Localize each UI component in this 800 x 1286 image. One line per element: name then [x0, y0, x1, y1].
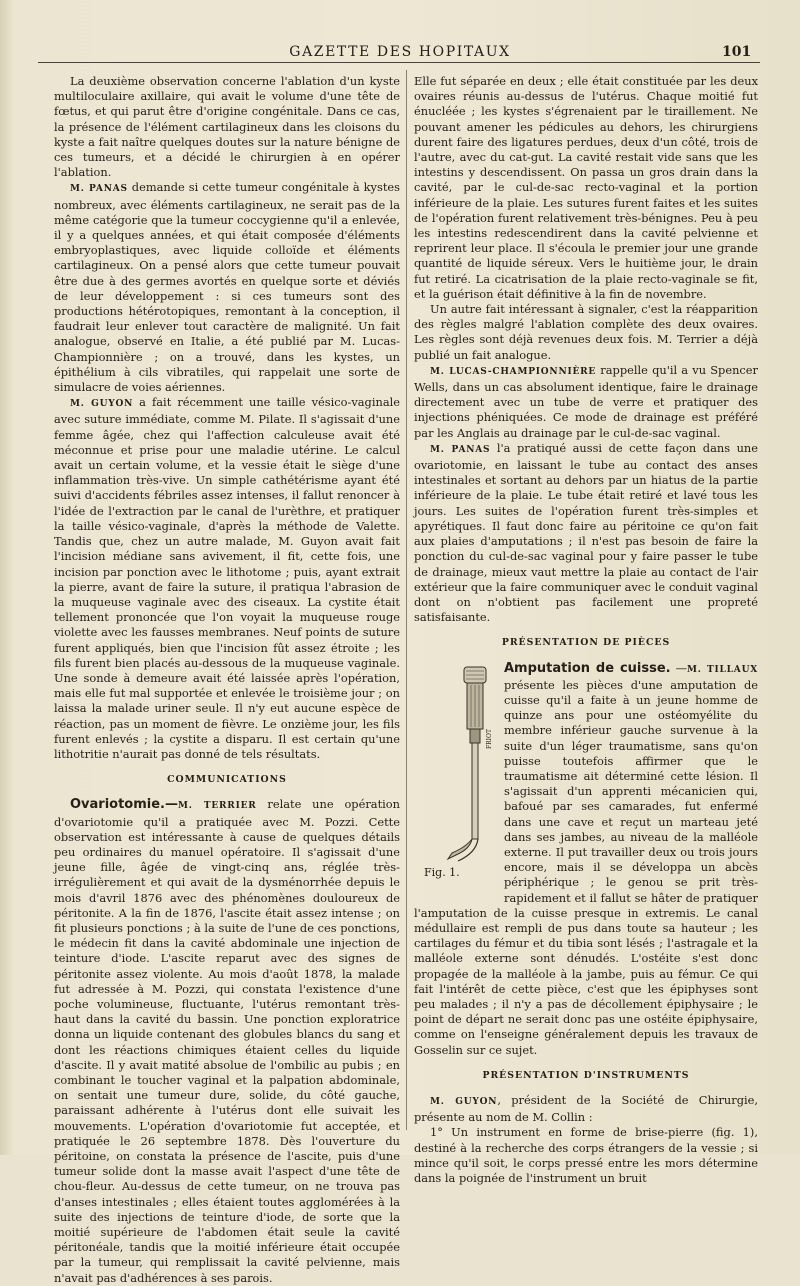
- speaker-name: M. GUYON: [70, 399, 134, 410]
- engraver-signature: FRIOT: [486, 728, 493, 749]
- speaker-name: M. GUYON: [430, 1097, 498, 1107]
- running-title: GAZETTE DES HOPITAUX: [289, 44, 511, 60]
- paragraph: Un autre fait intéressant à signaler, c'est la réapparition des règles malgré l'ablation complète des deux ovaires. Les règles sont déjà revenues deux fois. M. Terrier a déjà publié un fait analogue.: [414, 302, 758, 362]
- paragraph: M. LUCAS-CHAMPIONNIÈRE rappelle qu'il a vu Spencer Wells, dans un cas absolument identique, faire le drainage directement avec un tube de verre et pratiquer des injections phéniquées. Ce mode de drainage est préféré par les Anglais au drainage par le cul-de-sac vaginal.: [414, 362, 758, 440]
- section-heading: PRÉSENTATION DE PIÈCES: [501, 637, 671, 649]
- paragraph: M. PANAS l'a pratiqué aussi de cette façon dans une ovariotomie, en laissant le tube au contact des anses intestinales et sortant au dehors par un hiatus de la partie inférieure de la plaie. Le tube était retiré et lavé tous les jours. Les suites de l'opération furent très-simples et apyrétiques. Il faut donc faire au péritoine ce qu'on fait aux plaies d'amputations ; il n'est pas besoin de faire la ponction du cul-de-sac vaginal pour y faire passer le tube de drainage, mieux vaut mettre la plaie au contact de l'air extérieur que la faire communiquer avec le conduit vaginal dont on n'obtient pas facilement une propreté satisfaisante.: [414, 440, 758, 625]
- column-divider: [406, 70, 407, 1130]
- paragraph: Elle fut séparée en deux ; elle était constituée par les deux ovaires réunis au-dessus de l'utérus. Chaque moitié fut énucléée ; les kystes s'égrenaient par le tiraillement. Ne pouvant amener les pédicules au dehors, les chirurgiens durent faire des ligatures perdues, deux d'un côté, trois de l'autre, avec du cat-gut. La cavité restait vide sans que les intestins y descendissent. On passa un gros drain dans la cavité, par le cul-de-sac recto-vaginal et la portion inférieure de la plaie. Les sutures furent faites et les suites de l'opération furent relativement très-bénignes. Peu à peu les intestins redescendirent dans la cavité pelvienne et reprirent leur place. Il s'écoula le premier jour une grande quantité de liquide séreux. Vers le huitième jour, le drain fut retiré. La cicatrisation de la plaie recto-vaginale se fit, et la guérison était définitive à la fin de novembre.: [414, 74, 758, 301]
- paragraph: M. GUYON, président de la Société de Chirurgie, présente au nom de M. Collin :: [414, 1093, 759, 1125]
- paragraph: Amputation de cuisse. —M. TILLAUX présente les pièces d'une amputation de cuisse qu'il a faite à un jeune homme de quinze ans pour une ostéomyélite du membre inférieur gauche survenue à la suite d'un léger traumatisme, sans qu'on puisse toutefois affirmer que le traumatisme ait déterminé cette lésion. Il s'agissait d'un apprenti mécanicien qui, bafoué par ses camarades, fut enfermé dans une cave et reçut un marteau jeté dans ses jambes, au niveau de la malléole externe. Il put travailler deux ou trois jours encore, mais il se développa un abcès périphérique ; le genou se prit très-rapidement et il fallut se hâter de pratiquer l'amputation de la cuisse presque in extremis. Le canal médullaire est rempli de pus dans toute sa hauteur ; les cartilages du fémur et du tibia sont lésés ; l'astragale et la malléole externe sont dénudés. L'ostéite s'est donc propagée de la malléole à la jambe, puis au fémur. Ce qui fait l'intérêt de cette pièce, c'est que les épiphyses sont peu malades ; il n'y a pas de décollement épiphysaire ; le point de départ ne serait donc pas une ostéite épiphysaire, comme on l'enseigne généralement depuis les travaux de Gosselin sur ce sujet.: [414, 660, 759, 1057]
- figure-1: [412, 663, 498, 893]
- header-rule: [38, 62, 760, 63]
- run-in-heading: Ovariotomie.—: [70, 797, 178, 813]
- speaker-name: M. PANAS: [70, 184, 128, 195]
- paragraph: M. GUYON a fait récemment une taille vésico-vaginale avec suture immédiate, comme M. Pilate. Il s'agissait d'une femme âgée, chez qui l'affection calculeuse avait été méconnue et prise pour une maladie utérine. Le calcul avait un certain volume, et la vessie était le siège d'une inflammation très-vive. Un simple cathétérisme ayant été suivi d'accidents fébriles assez intenses, il fallut renoncer à l'idée de l'extraction par le canal de l'urèthre, et pratiquer la taille vésico-vaginale, d'après la méthode de Valette. Tandis que, chez un autre malade, M. Guyon avait fait l'incision médiane sans avivement, il fit, cette fois, une incision par ponction avec le lithotome ; puis, ayant extrait la pierre, avant de faire la suture, il pratiqua l'abrasion de la muqueuse vaginale avec des ciseaux. La cystite était tellement prononcée que l'on voyait la muqueuse rouge violette avec les fausses membranes. Neuf points de suture furent appliqués, bien que l'incision fût assez étroite ; les fils furent bien placés au-dessous de la muqueuse vaginale. Une sonde à demeure avait été laissée après l'opération, mais elle fut mal supportée et enlevée le troisième jour ; on laissa la malade uriner seule. Il n'y eut aucune espèce de réaction, pas un moment de fièvre. Le onzième jour, les fils furent enlevés ; la cystite a disparu. Il est certain qu'une lithotritie n'aurait pas donné de tels résultats.: [54, 395, 400, 761]
- speaker-name: M. TERRIER: [178, 801, 257, 812]
- figure-caption: Fig. 1.: [424, 865, 460, 879]
- section-heading: PRÉSENTATION D'INSTRUMENTS: [482, 1069, 690, 1081]
- right-column: [414, 74, 759, 1186]
- paragraph: Ovariotomie.—M. TERRIER relate une opération d'ovariotomie qu'il a pratiquée avec M. Pozzi. Cette observation est intéressante à cause de quelques détails peu ordinaires du manuel opératoire. Il s'agissait d'une jeune fille, âgée de vingt-cinq ans, réglée très-irrégulièrement et qui avait de la dysménorrhée depuis le mois d'avril 1876 avec des phénomènes douloureux de péritonite. A la fin de 1876, l'ascite était assez intense ; on fit plusieurs ponctions ; à la suite de l'une de ces ponctions, le médecin fit dans la cavité abdominale une injection de teinture d'iode. L'ascite reparut avec des signes de péritonite assez violente. Au mois d'août 1878, la malade fut adressée à M. Pozzi, qui constata l'existence d'une poche volumineuse, fluctuante, l'utérus remontant très-haut dans la cavité du bassin. Une ponction exploratrice donna un liquide contenant des globules blancs du sang et dont les réactions chimiques étaient celles du liquide d'ascite. Il y avait matité absolue de l'ombilic au pubis ; en combinant le toucher vaginal et la palpation abdominale, on sentait une tumeur dure, solide, du côté gauche, paraissant adhérente à l'utérus dont elle suivait les mouvements. L'opération d'ovariotomie fut acceptée, et pratiquée le 26 septembre 1878. Dès l'ouverture du péritoine, on constata la présence de l'ascite, puis d'une tumeur solide dont la masse avait l'aspect d'une tête de chou-fleur. Au-dessus de cette tumeur, on ne trouva pas d'anses intestinales ; elles étaient toutes agglomérées à la suite des injections de teinture d'iode, de sorte que la moitié supérieure de l'abdomen était seule la cavité péritonéale, tandis que la moitié inférieure était occupée par la tumeur, qui remplissait la cavité pelvienne, mais n'avait pas d'adhérences à ses parois.: [54, 797, 400, 1285]
- lithotrite-illustration: [412, 663, 498, 863]
- section-heading: COMMUNICATIONS: [167, 774, 287, 786]
- speaker-name: M. TILLAUX: [687, 664, 759, 675]
- left-column: [54, 74, 400, 1285]
- speaker-name: M. PANAS: [430, 444, 491, 455]
- speaker-name: M. LUCAS-CHAMPIONNIÈRE: [430, 366, 597, 377]
- run-in-heading: Amputation de cuisse.: [504, 660, 671, 676]
- page-number: 101: [722, 44, 752, 60]
- paragraph: 1° Un instrument en forme de brise-pierre (fig. 1), destiné à la recherche des corps étrangers de la vessie ; si mince qu'il soit, le corps pressé entre les mors détermine dans la poignée de l'instrument un bruit: [414, 1125, 758, 1186]
- paragraph: M. PANAS demande si cette tumeur congénitale à kystes nombreux, avec éléments cartilagineux, ne serait pas de la même catégorie que la tumeur coccygienne qu'il a enlevée, il y a quelques années, et qui était composée d'éléments embryoplastiques, avec liquide colloïde et éléments cartilagineux. On a pensé alors que cette tumeur pouvait être due à des germes avortés en quelque sorte et déviés de leur développement : si ces tumeurs sont des productions hétérotopiques, remontant à la conception, il faudrait leur enlever tout caractère de malignité. Un fait analogue, observé en Italie, a été publié par M. Lucas-Championnière ; on a trouvé, dans les kystes, un épithélium à cils vibratiles, qui rappelait une sorte de simulacre de voies aériennes.: [54, 180, 400, 395]
- paragraph: La deuxième observation concerne l'ablation d'un kyste multiloculaire axillaire, qui avait le volume d'une tête de fœtus, et qui parut être d'origine congénitale. Dans ce cas, la présence de l'élément cartilagineux dans les cloisons du kyste a fait naître quelques doutes sur la nature bénigne de ces tumeurs, et a décidé le chirurgien à en opérer l'ablation.: [54, 74, 400, 180]
